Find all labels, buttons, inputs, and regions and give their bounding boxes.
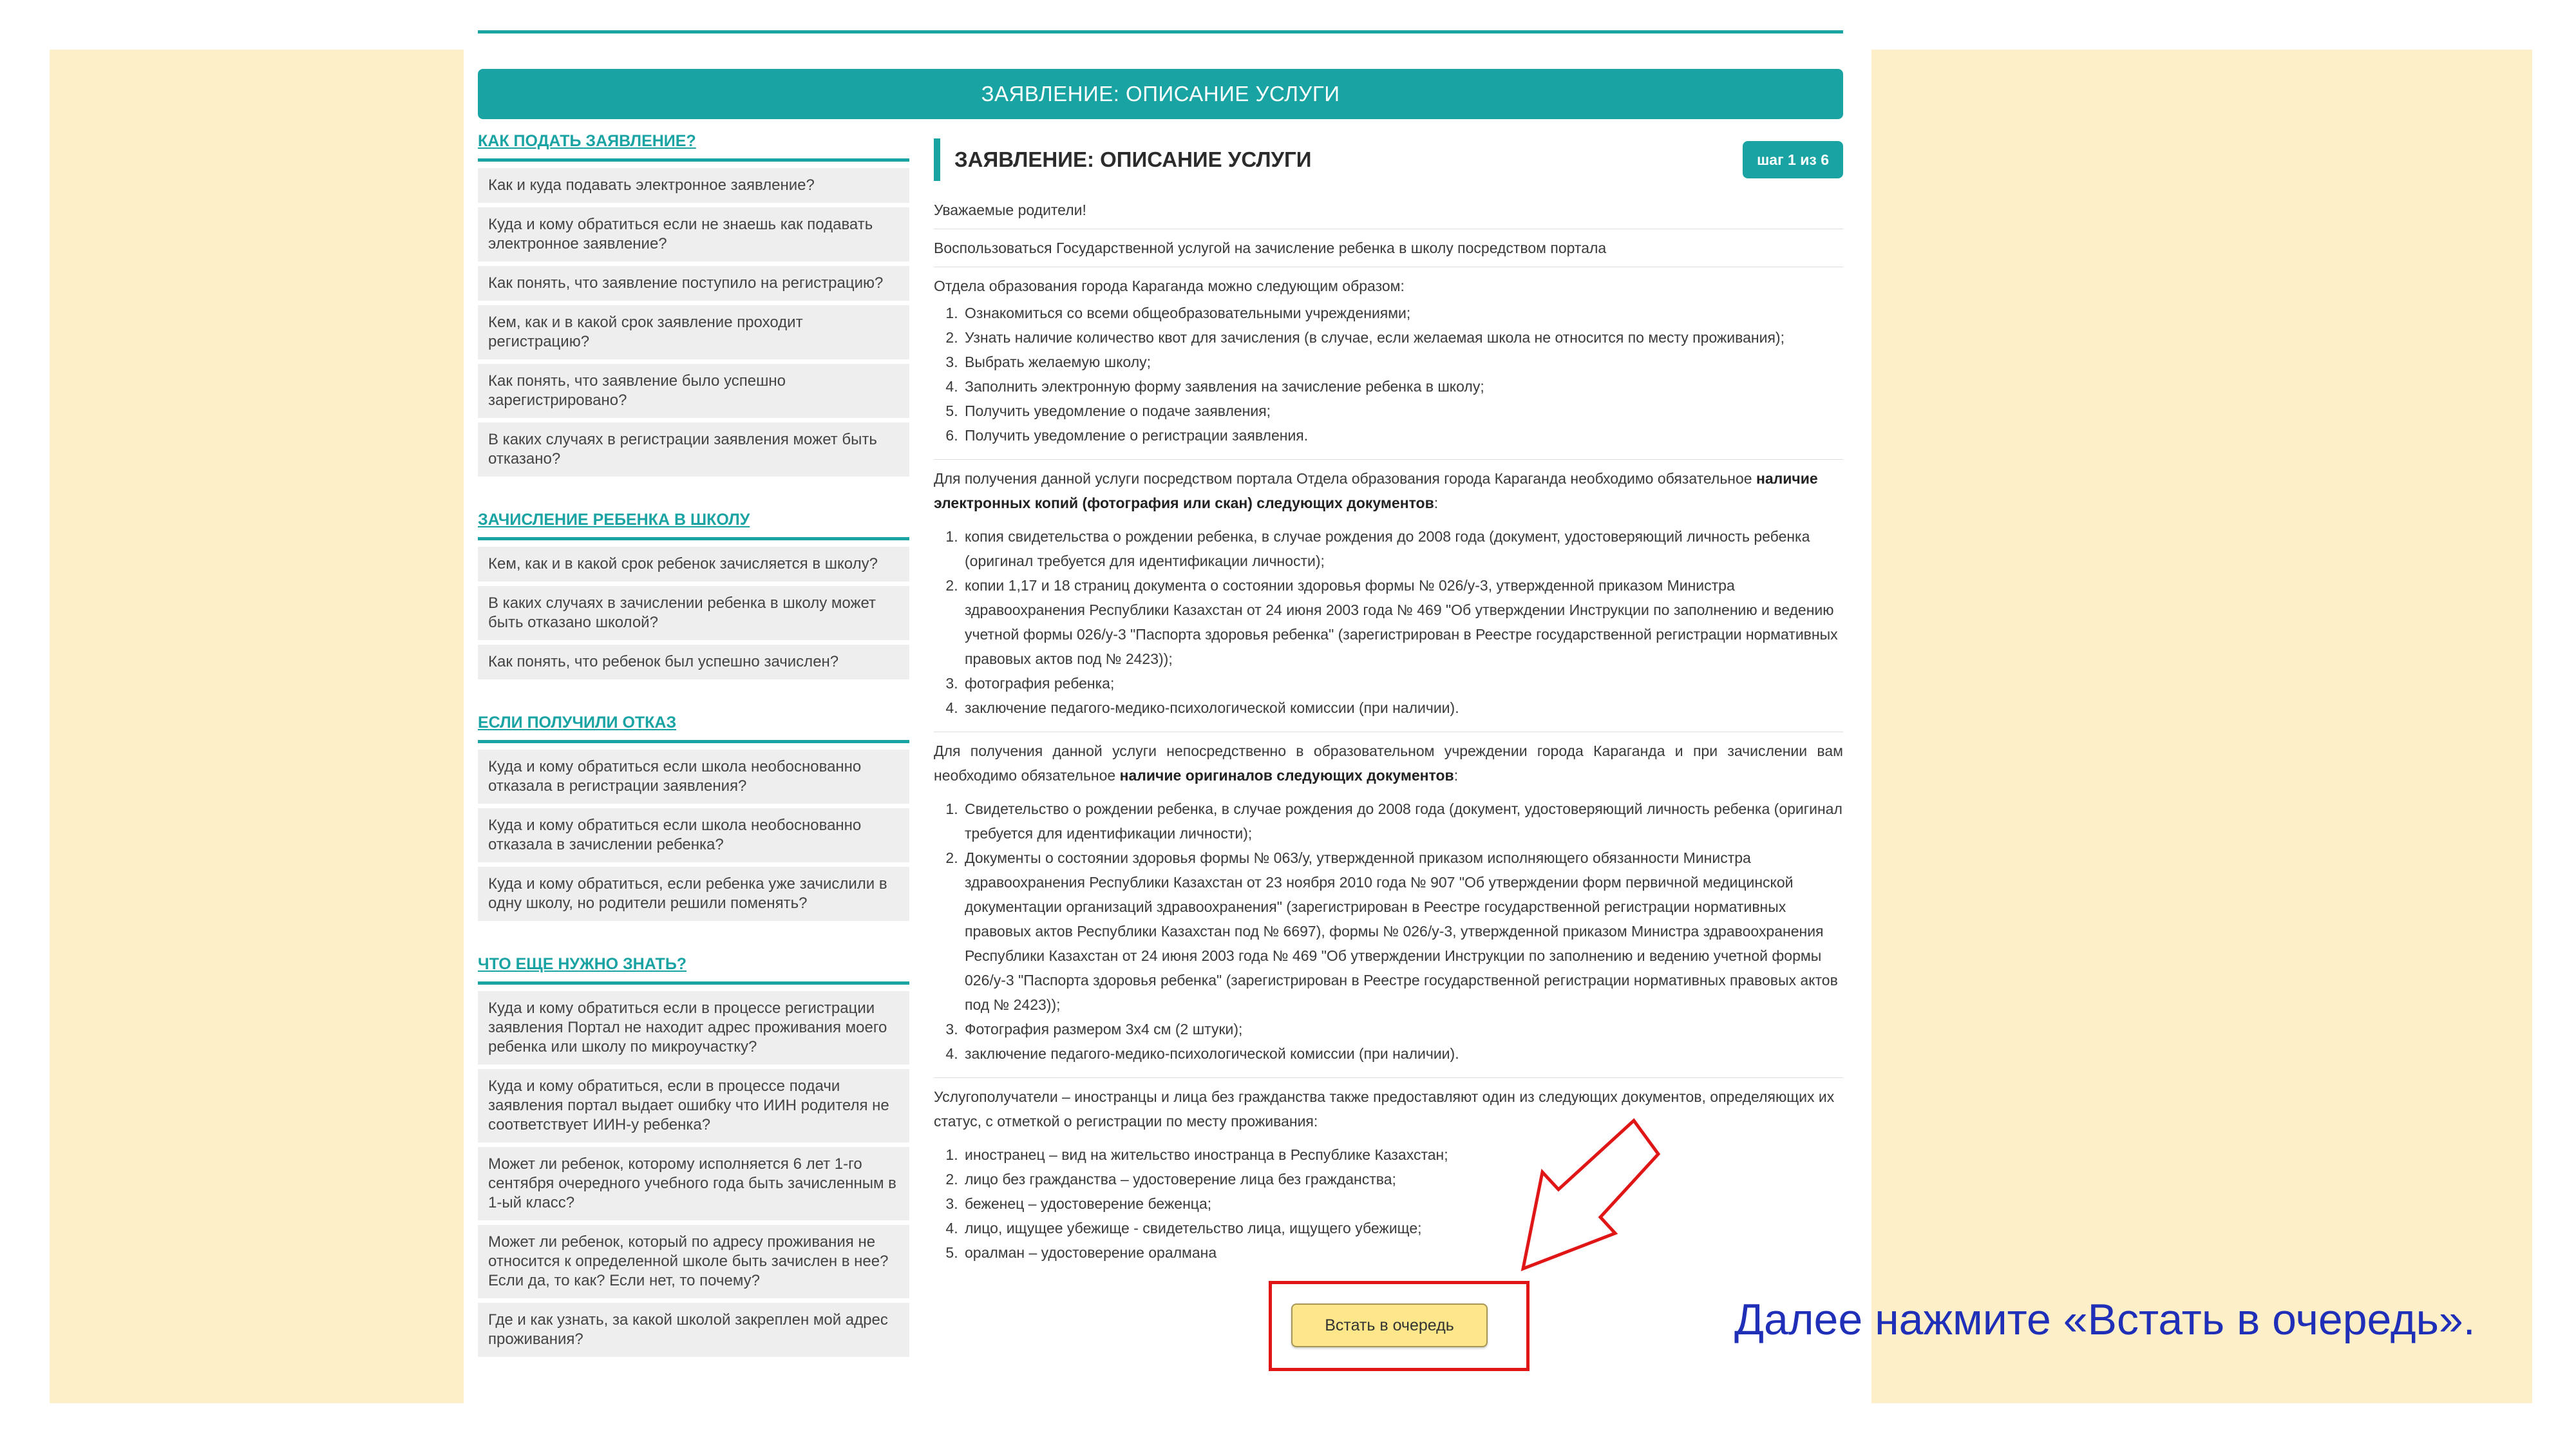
service-heading-text: ЗАЯВЛЕНИЕ: ОПИСАНИЕ УСЛУГИ <box>954 147 1312 171</box>
faq-item[interactable]: Куда и кому обратиться, если ребенка уже зачислили в одну школу, но родители решили поменять? <box>478 867 909 921</box>
originals-intro-bold: наличие оригиналов следующих документов <box>1119 767 1454 784</box>
original-document-item: 3. Фотография размером 3х4 см (2 штуки); <box>962 1017 1843 1041</box>
intro-line-2: Отдела образования города Караганда можно следующим образом: <box>934 278 1405 294</box>
greeting: Уважаемые родители! <box>934 202 1086 218</box>
document-item: 2. копии 1,17 и 18 страниц документа о состоянии здоровья формы № 026/у-3, утвержденной приказом Министра здравоохранения Республики Казахстан от 24 июня 2003 года № 469 "Об утверждении Инструкции по заполнению и ведению учетной формы 026/у-3 "Паспорта здоровья ребенка" (зарегистрирован в Реестре государственной регистрации нормативных правовых актов под № 2423)); <box>962 573 1843 671</box>
page-title-bar: ЗАЯВЛЕНИЕ: ОПИСАНИЕ УСЛУГИ <box>478 69 1843 119</box>
sidebar-section-heading[interactable]: КАК ПОДАТЬ ЗАЯВЛЕНИЕ? <box>478 132 909 162</box>
sidebar-section-heading[interactable]: ЕСЛИ ПОЛУЧИЛИ ОТКАЗ <box>478 714 909 743</box>
docs-intro-text: Для получения данной услуги посредством портала Отдела образования города Караганда необходимо обязательное <box>934 470 1752 487</box>
queue-button[interactable]: Встать в очередь <box>1291 1303 1488 1347</box>
sidebar-section-heading[interactable]: ЗАЧИСЛЕНИЕ РЕБЕНКА В ШКОЛУ <box>478 511 909 540</box>
foreign-intro: Услугополучатели – иностранцы и лица без гражданства также предоставляют один из следующих документов, определяющих их статус, с отметкой о регистрации по месту проживания: <box>934 1088 1835 1130</box>
faq-item[interactable]: Где и как узнать, за какой школой закреплен мой адрес проживания? <box>478 1303 909 1357</box>
originals-intro-colon: : <box>1454 767 1459 784</box>
faq-item[interactable]: Куда и кому обратиться если в процессе регистрации заявления Портал не находит адрес проживания моего ребенка или школу по микроучастку? <box>478 991 909 1065</box>
foreign-document-item: 3. беженец – удостоверение беженца; <box>962 1191 1843 1216</box>
step-item: 4. Заполнить электронную форму заявления на зачисление ребенка в школу; <box>962 374 1843 399</box>
original-document-item: 1. Свидетельство о рождении ребенка, в случае рождения до 2008 года (документ, удостоверяющий личность ребенка (оригинал требуется для идентификации личности); <box>962 797 1843 846</box>
step-item: 1. Ознакомиться со всеми общеобразовательными учреждениями; <box>962 301 1843 325</box>
foreign-document-item: 2. лицо без гражданства – удостоверение лица без гражданства; <box>962 1167 1843 1191</box>
faq-item[interactable]: Как и куда подавать электронное заявление? <box>478 168 909 203</box>
faq-item[interactable]: Кем, как и в какой срок ребенок зачисляется в школу? <box>478 547 909 582</box>
sidebar-section-heading[interactable]: ЧТО ЕЩЕ НУЖНО ЗНАТЬ? <box>478 955 909 985</box>
step-item: 6. Получить уведомление о регистрации заявления. <box>962 423 1843 448</box>
document-item: 1. копия свидетельства о рождении ребенка, в случае рождения до 2008 года (документ, удостоверяющий личность ребенка (оригинал требуется для идентификации личности); <box>962 524 1843 573</box>
faq-item[interactable]: В каких случаях в зачислении ребенка в школу может быть отказано школой? <box>478 586 909 640</box>
faq-item[interactable]: Как понять, что заявление было успешно зарегистрировано? <box>478 364 909 418</box>
faq-item[interactable]: Куда и кому обратиться если не знаешь как подавать электронное заявление? <box>478 207 909 261</box>
faq-item[interactable]: Куда и кому обратиться если школа необоснованно отказала в регистрации заявления? <box>478 750 909 804</box>
faq-item[interactable]: Кем, как и в какой срок заявление проходит регистрацию? <box>478 305 909 359</box>
step-item: 5. Получить уведомление о подаче заявления; <box>962 399 1843 423</box>
faq-item[interactable]: Как понять, что ребенок был успешно зачислен? <box>478 645 909 679</box>
faq-item[interactable]: В каких случаях в регистрации заявления может быть отказано? <box>478 422 909 477</box>
step-badge: шаг 1 из 6 <box>1743 141 1843 178</box>
faq-item[interactable]: Может ли ребенок, которому исполняется 6 лет 1-го сентября очередного учебного года быть зачисленным в 1-ый класс? <box>478 1147 909 1220</box>
foreign-document-item: 4. лицо, ищущее убежище - свидетельство лица, ищущего убежище; <box>962 1216 1843 1240</box>
document-item: 4. заключение педагого-медико-психологической комиссии (при наличии). <box>962 696 1843 720</box>
faq-item[interactable]: Куда и кому обратиться если школа необоснованно отказала в зачислении ребенка? <box>478 808 909 862</box>
faq-item[interactable]: Может ли ребенок, который по адресу проживания не относится к определенной школе быть зачислен в нее? Если да, то как? Если нет, то почему? <box>478 1225 909 1298</box>
faq-item[interactable]: Как понять, что заявление поступило на регистрацию? <box>478 266 909 301</box>
document-item: 3. фотография ребенка; <box>962 671 1843 696</box>
docs-intro-bold: наличие электронных копий (фотография или скан) следующих документов <box>934 470 1818 511</box>
originals-intro-text: Для получения данной услуги непосредственно в образовательном учреждении города Караганда и при зачислении вам необходимо обязательное <box>934 743 1843 784</box>
docs-intro-colon: : <box>1434 495 1439 511</box>
step-item: 3. Выбрать желаемую школу; <box>962 350 1843 374</box>
step-item: 2. Узнать наличие количество квот для зачисления (в случае, если желаемая школа не относится по месту проживания); <box>962 325 1843 350</box>
faq-item[interactable]: Куда и кому обратиться, если в процессе подачи заявления портал выдает ошибку что ИИН родителя не соответствует ИИН-у ребенка? <box>478 1069 909 1142</box>
original-document-item: 4. заключение педагого-медико-психологической комиссии (при наличии). <box>962 1041 1843 1066</box>
intro-line-1: Воспользоваться Государственной услугой на зачисление ребенка в школу посредством портала <box>934 240 1607 256</box>
original-document-item: 2. Документы о состоянии здоровья формы № 063/у, утвержденной приказом исполняющего обязанности Министра здравоохранения Республики Казахстан от 23 ноября 2010 года № 907 "Об утверждении форм первичной медицинской документации организаций здравоохранения" (зарегистрирован в Реестре государственной регистрации нормативных правовых актов Республики Казахстан под № 6697), формы № 026/у-3, утвержденной приказом Министра здравоохранения Республики Казахстан от 24 июня 2003 года № 469 "Об утверждении Инструкции по заполнению и ведению учетной формы 026/у-3 "Паспорта здоровья ребенка" (зарегистрирован в Реестре государственной регистрации нормативных правовых актов под № 2423)); <box>962 846 1843 1017</box>
foreign-document-item: 5. оралман – удостоверение оралмана <box>962 1240 1843 1265</box>
instruction-caption: Далее нажмите «Встать в очередь». <box>1734 1295 2476 1344</box>
foreign-document-item: 1. иностранец – вид на жительство иностранца в Республике Казахстан; <box>962 1142 1843 1167</box>
